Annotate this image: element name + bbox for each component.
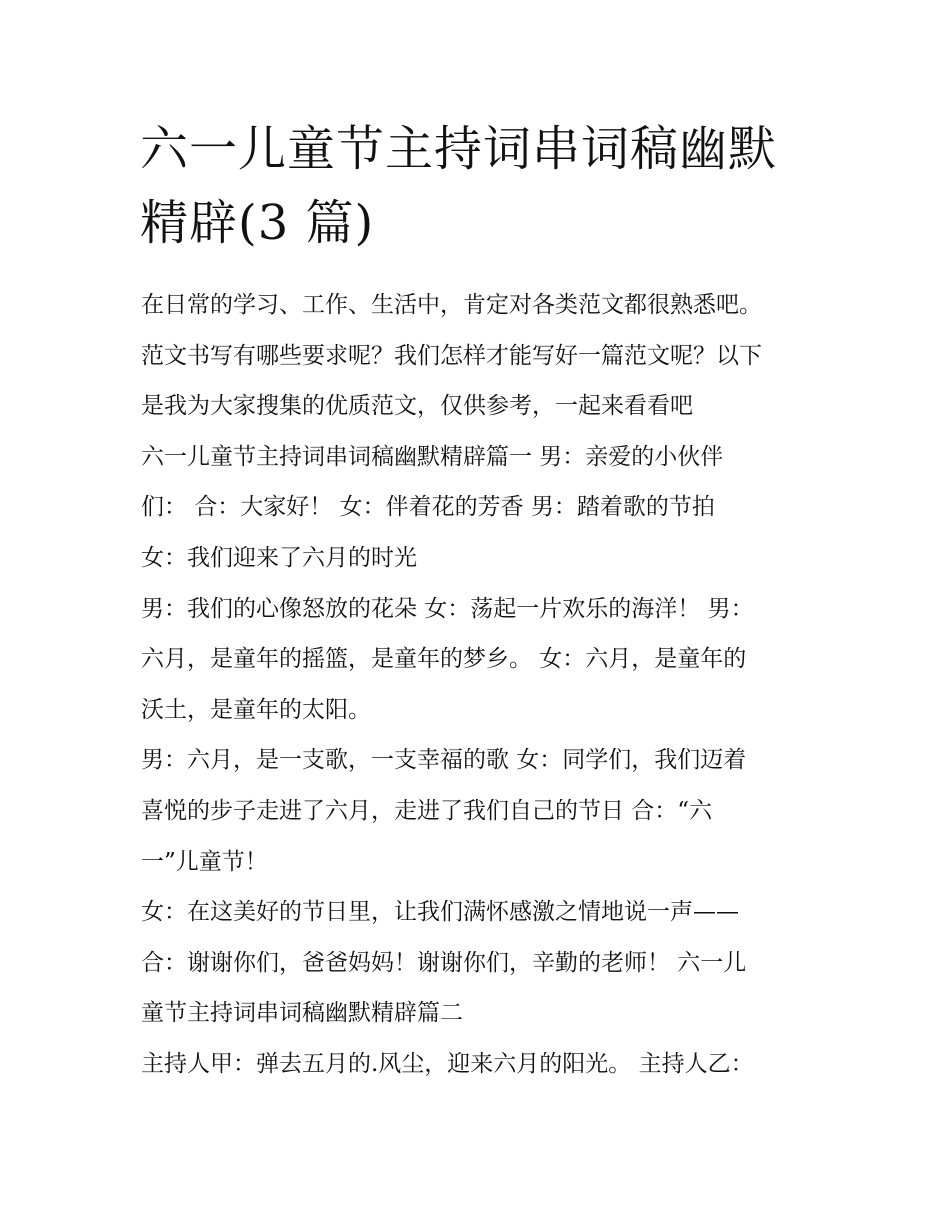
body-line-2: 范文书写有哪些要求呢？我们怎样才能写好一篇范文呢？以下 (141, 342, 762, 369)
body-line-8: 六月，是童年的摇篮，是童年的梦乡。 女：六月，是童年的 (141, 646, 747, 673)
body-line-5: 们： 合：大家好！ 女：伴着花的芳香 男：踏着歌的节拍 (141, 494, 715, 521)
body-line-14: 合：谢谢你们，爸爸妈妈！谢谢你们，辛勤的老师！ 六一儿 (141, 949, 747, 976)
body-line-15: 童节主持词串词稿幽默精辟篇二 (141, 1000, 463, 1027)
body-line-1: 在日常的学习、工作、生活中，肯定对各类范文都很熟悉吧。 (141, 292, 762, 318)
body-line-10: 男：六月，是一支歌，一支幸福的歌 女：同学们，我们迈着 (141, 747, 747, 774)
body-line-4: 六一儿童节主持词串词稿幽默精辟篇一 男：亲爱的小伙伴 (141, 443, 724, 470)
title-line-2: 精辟(3 篇) (140, 195, 375, 251)
body-line-6: 女：我们迎来了六月的时光 (141, 544, 417, 571)
title-line-1: 六一儿童节主持词串词稿幽默 (140, 121, 778, 177)
body-line-16: 主持人甲：弹去五月的.风尘，迎来六月的阳光。 主持人乙： (141, 1050, 754, 1077)
document-title (140, 112, 840, 260)
body-line-11: 喜悦的步子走进了六月，走进了我们自己的节日 合：“六 (141, 797, 713, 824)
body-line-7: 男：我们的心像怒放的花朵 女：荡起一片欢乐的海洋！ 男： (141, 595, 754, 622)
document-body (141, 280, 841, 1090)
body-line-13: 女：在这美好的节日里，让我们满怀感激之情地说一声—— (141, 899, 739, 926)
body-line-3: 是我为大家搜集的优质范文，仅供参考，一起来看看吧 (141, 393, 693, 420)
body-line-12: 一”儿童节！ (141, 848, 268, 875)
body-line-9: 沃土，是童年的太阳。 (141, 696, 371, 723)
